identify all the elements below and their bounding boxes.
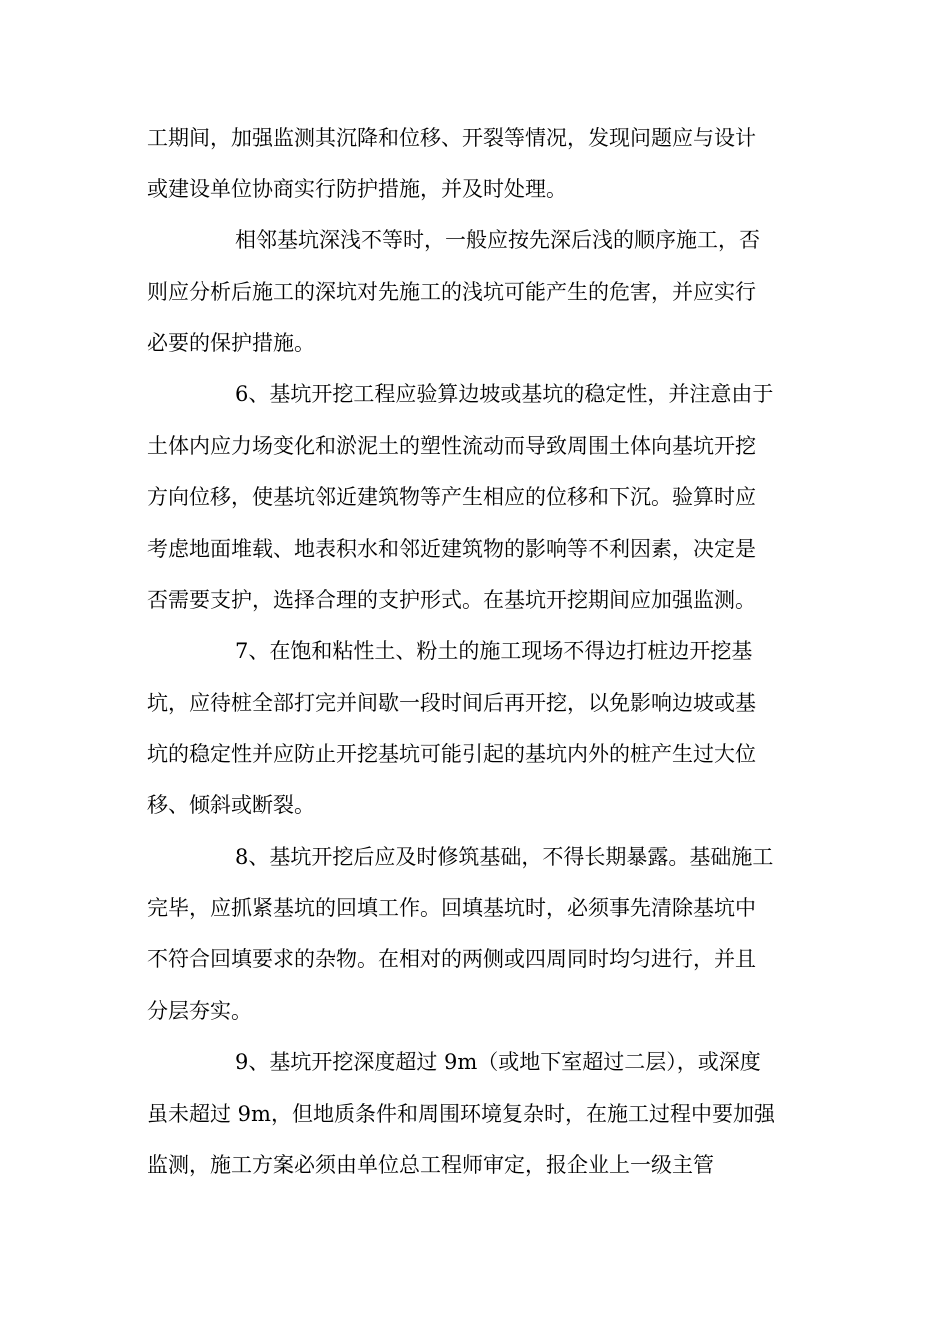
text-line: 否需要支护，选择合理的支护形式。在基坑开挖期间应加强监测。 [147, 588, 756, 612]
text-line: 移、倾斜或断裂。 [147, 793, 315, 817]
text-line: 坑的稳定性并应防止开挖基坑可能引起的基坑内外的桩产生过大位 [147, 742, 756, 766]
paragraph-first-line: 8、基坑开挖后应及时修筑基础，不得长期暴露。基础施工 [235, 845, 774, 869]
text-line: 或建设单位协商实行防护措施，并及时处理。 [147, 177, 567, 201]
text-line: 必要的保护措施。 [147, 331, 315, 355]
text-line: 则应分析后施工的深坑对先施工的浅坑可能产生的危害，并应实行 [147, 280, 756, 304]
paragraph-first-line: 6、基坑开挖工程应验算边坡或基坑的稳定性，并注意由于 [235, 382, 774, 406]
text-line: 土体内应力场变化和淤泥土的塑性流动而导致周围土体向基坑开挖 [147, 434, 756, 458]
text-line: 坑，应待桩全部打完并间歇一段时间后再开挖，以免影响边坡或基 [147, 691, 756, 715]
text-line: 考虑地面堆载、地表积水和邻近建筑物的影响等不利因素，决定是 [147, 537, 756, 561]
paragraph-first-line: 相邻基坑深浅不等时，一般应按先深后浅的顺序施工，否 [235, 228, 760, 252]
text-line: 工期间，加强监测其沉降和位移、开裂等情况，发现问题应与设计 [147, 126, 756, 150]
text-line: 监测，施工方案必须由单位总工程师审定，报企业上一级主管 [147, 1153, 714, 1177]
text-line: 不符合回填要求的杂物。在相对的两侧或四周同时均匀进行，并且 [147, 947, 756, 971]
paragraph-first-line: 7、在饱和粘性土、粉土的施工现场不得边打桩边开挖基 [235, 639, 753, 663]
text-line: 虽未超过 9m，但地质条件和周围环境复杂时，在施工过程中要加强 [147, 1102, 775, 1126]
paragraph-first-line: 9、基坑开挖深度超过 9m（或地下室超过二层），或深度 [235, 1050, 761, 1074]
text-line: 方向位移，使基坑邻近建筑物等产生相应的位移和下沉。验算时应 [147, 485, 756, 509]
text-line: 分层夯实。 [147, 999, 252, 1023]
text-line: 完毕，应抓紧基坑的回填工作。回填基坑时，必须事先清除基坑中 [147, 896, 756, 920]
